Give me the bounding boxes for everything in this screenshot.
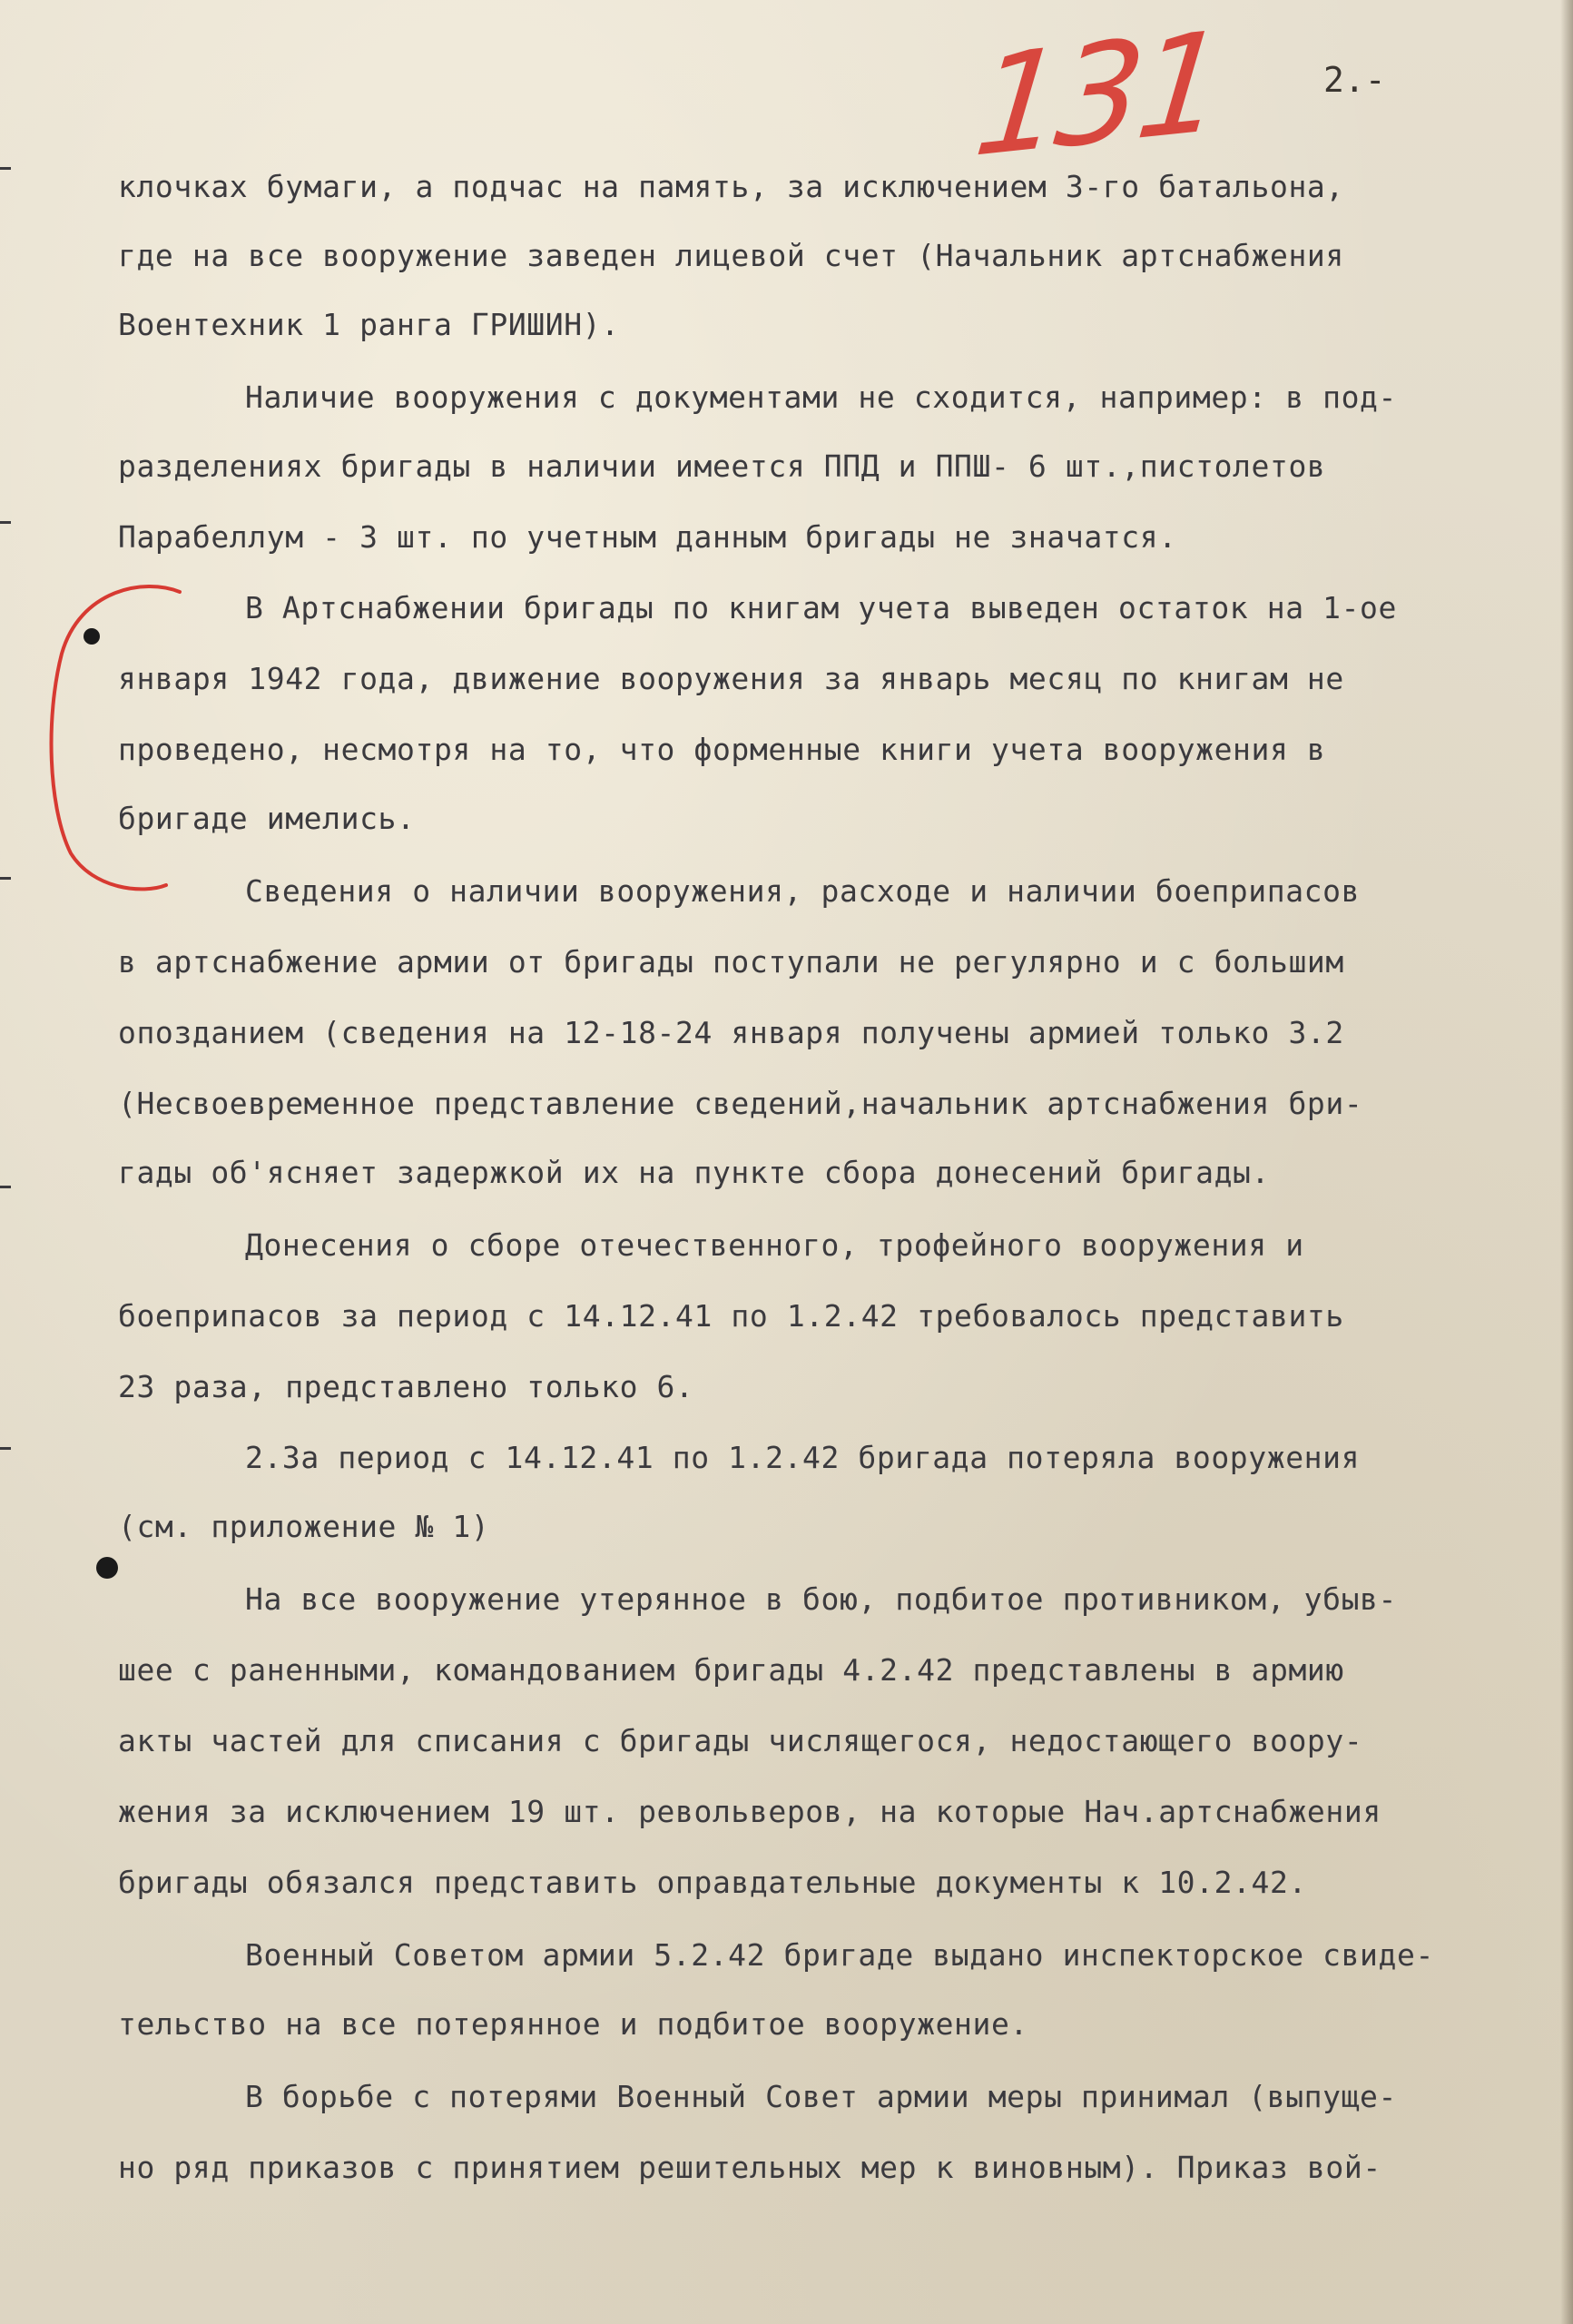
text-line: в артснабжение армии от бригады поступали не регулярно и с большим: [118, 944, 1344, 980]
text-line: бригады обязался представить оправдательные документы к 10.2.42.: [118, 1865, 1307, 1900]
margin-tick: [0, 1186, 11, 1188]
text-line: Сведения о наличии вооружения, расходе и наличии боеприпасов: [245, 873, 1361, 909]
margin-tick: [0, 1447, 11, 1450]
text-line: боеприпасов за период с 14.12.41 по 1.2.42 требовалось представить: [118, 1298, 1344, 1334]
text-line: Наличие вооружения с документами не сходится, например: в под-: [245, 379, 1397, 415]
text-line: гады об'ясняет задержкой их на пункте сбора донесений бригады.: [118, 1155, 1270, 1190]
punch-hole-mark: [96, 1557, 118, 1579]
margin-tick: [0, 877, 11, 880]
text-line: На все вооружение утерянное в бою, подбитое противником, убыв-: [245, 1581, 1397, 1617]
text-line: В Артснабжении бригады по книгам учета выведен остаток на 1-ое: [245, 590, 1397, 625]
page-number: 2.-: [1323, 60, 1386, 100]
text-line: где на все вооружение заведен лицевой счет (Начальник артснабжения: [118, 238, 1344, 273]
text-line: бригаде имелись.: [118, 801, 416, 836]
text-line: В борьбе с потерями Военный Совет армии меры принимал (выпуще-: [245, 2079, 1397, 2114]
text-line: Донесения о сборе отечественного, трофейного вооружения и: [245, 1227, 1304, 1263]
text-line: (Несвоевременное представление сведений,начальник артснабжения бри-: [118, 1086, 1363, 1121]
text-line: клочках бумаги, а подчас на память, за исключением 3-го батальона,: [118, 169, 1344, 204]
margin-tick: [0, 167, 11, 170]
text-line: проведено, несмотря на то, что форменные книги учета вооружения в: [118, 732, 1326, 767]
text-line: (см. приложение № 1): [118, 1509, 490, 1544]
text-line: шее с раненными, командованием бригады 4.2.42 представлены в армию: [118, 1652, 1344, 1688]
text-line: Военный Советом армии 5.2.42 бригаде выдано инспекторское свиде-: [245, 1937, 1434, 1973]
text-line: Воентехник 1 ранга ГРИШИН).: [118, 307, 620, 342]
text-line: но ряд приказов с принятием решительных мер к виновным). Приказ вой-: [118, 2150, 1381, 2185]
margin-tick: [0, 521, 11, 524]
text-line: января 1942 года, движение вооружения за январь месяц по книгам не: [118, 661, 1344, 696]
text-line: 23 раза, представлено только 6.: [118, 1369, 694, 1404]
text-line: разделениях бригады в наличии имеется ППД и ППШ- 6 шт.,пистолетов: [118, 448, 1326, 484]
text-line: 2.За период с 14.12.41 по 1.2.42 бригада потеряла вооружения: [245, 1440, 1361, 1475]
text-line: акты частей для списания с бригады числящегося, недостающего воору-: [118, 1723, 1363, 1758]
page-edge-shadow: [1560, 0, 1573, 2324]
archive-page-number: 131: [968, 2, 1227, 189]
punch-hole-mark: [84, 628, 100, 645]
text-line: тельство на все потерянное и подбитое вооружение.: [118, 2006, 1028, 2042]
text-line: опозданием (сведения на 12-18-24 января получены армией только 3.2: [118, 1015, 1344, 1050]
text-line: Парабеллум - 3 шт. по учетным данным бригады не значатся.: [118, 519, 1177, 555]
text-line: жения за исключением 19 шт. револьверов, на которые Нач.артснабжения: [118, 1794, 1381, 1829]
